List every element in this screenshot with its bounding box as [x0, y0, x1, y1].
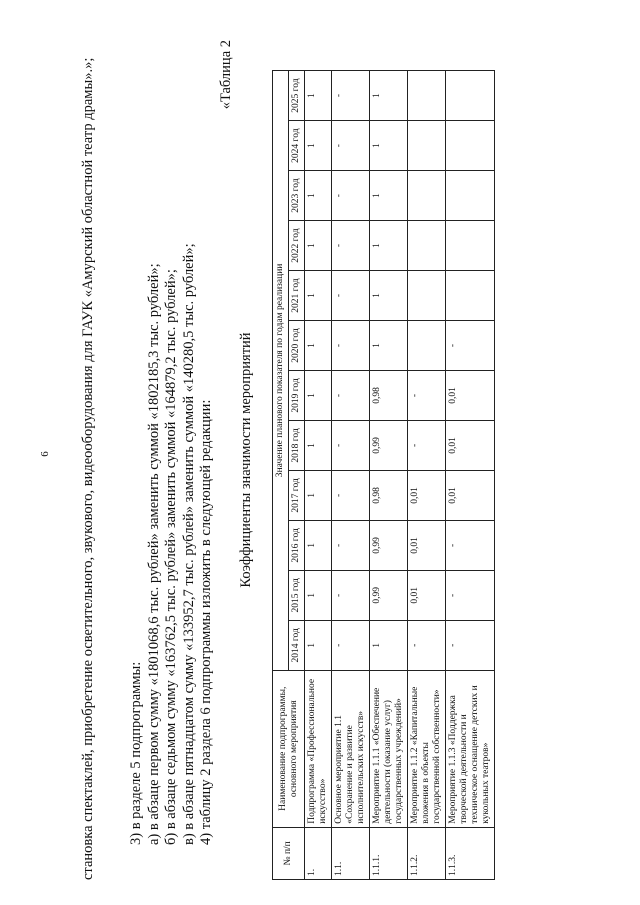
row-value: 1	[305, 71, 332, 121]
row-value: 1	[305, 121, 332, 171]
row-value: 1	[370, 620, 408, 670]
row-num: 1.	[305, 827, 332, 879]
row-value: 1	[370, 121, 408, 171]
row-name: Подпрограмма «Профессиональное искусство»	[305, 670, 332, 827]
row-value	[446, 171, 495, 221]
row-value	[408, 171, 446, 221]
row-num: 1.1.	[332, 827, 370, 879]
row-value: 0,98	[370, 470, 408, 520]
row-value: -	[408, 620, 446, 670]
header-year: 2019 год	[289, 370, 305, 420]
row-value: -	[408, 420, 446, 470]
row-value: 1	[305, 171, 332, 221]
row-value: 1	[305, 620, 332, 670]
row-value: 0,01	[408, 470, 446, 520]
row-value: -	[332, 121, 370, 171]
row-value: -	[332, 370, 370, 420]
intro-paragraph: становка спектаклей, приобретение осветительного, звукового, видеооборудования для ГАУК «Амурский областной театр драмы».»;	[80, 57, 96, 880]
row-value: 0,99	[370, 570, 408, 620]
header-year: 2025 год	[289, 71, 305, 121]
row-value	[446, 121, 495, 171]
row-num: 1.1.3.	[446, 827, 495, 879]
row-value: 1	[305, 271, 332, 321]
amendment-item: б) в абзаце седьмом сумму «163762,5 тыс. рублей» заменить суммой «164879,2 тыс. рублей»;	[163, 269, 180, 845]
header-num: № п/п	[273, 827, 305, 879]
row-value	[446, 221, 495, 271]
row-value: 1	[305, 570, 332, 620]
row-value: -	[408, 370, 446, 420]
header-name: Наименование подпрограммы, основного мероприятия	[273, 670, 305, 827]
table-row	[370, 71, 408, 880]
row-value: 1	[305, 221, 332, 271]
row-value: 0,01	[446, 470, 495, 520]
row-value: -	[332, 171, 370, 221]
amendment-item: в) в абзаце пятнадцатом сумму «133952,7 тыс. рублей» заменить суммой «140280,5 тыс. рублей»;	[180, 243, 197, 845]
row-value: 1	[305, 321, 332, 371]
row-value: 1	[370, 321, 408, 371]
row-value: -	[332, 71, 370, 121]
header-year: 2014 год	[289, 620, 305, 670]
row-value: -	[332, 271, 370, 321]
row-value: -	[332, 620, 370, 670]
header-year: 2018 год	[289, 420, 305, 470]
header-year: 2021 год	[289, 271, 305, 321]
row-value: 1	[305, 520, 332, 570]
row-value: -	[446, 520, 495, 570]
row-name: Мероприятие 1.1.1 «Обеспечение деятельности (оказание услуг) государственных учреждений»	[370, 670, 408, 827]
row-value	[446, 71, 495, 121]
row-value: -	[446, 620, 495, 670]
row-value: 0,01	[408, 570, 446, 620]
amendment-item: 4) таблицу 2 раздела 6 подпрограммы изложить в следующей редакции:	[198, 399, 215, 845]
row-value: 0,99	[370, 420, 408, 470]
amendment-list	[128, 45, 216, 845]
row-value: 1	[370, 221, 408, 271]
row-value: -	[446, 321, 495, 371]
row-num: 1.1.1.	[370, 827, 408, 879]
row-value: 0,01	[408, 520, 446, 570]
table-row	[408, 71, 446, 880]
row-name: Мероприятие 1.1.3 «Поддержка творческой деятельности и техническое оснащение детских и кукольных театров»	[446, 670, 495, 827]
row-value: 1	[370, 171, 408, 221]
row-name: Мероприятие 1.1.2 «Капитальные вложения в объекты государственной собственности»	[408, 670, 446, 827]
row-num: 1.1.2.	[408, 827, 446, 879]
header-year: 2017 год	[289, 470, 305, 520]
table-row	[446, 71, 495, 880]
row-value: -	[332, 570, 370, 620]
row-value	[408, 121, 446, 171]
row-value	[408, 321, 446, 371]
row-value: -	[446, 570, 495, 620]
rotated-content	[80, 40, 620, 880]
row-value: 0,01	[446, 370, 495, 420]
row-value	[408, 71, 446, 121]
header-year: 2024 год	[289, 121, 305, 171]
header-year: 2016 год	[289, 520, 305, 570]
amendment-item: а) в абзаце первом сумму «1801068,6 тыс. рублей» заменить суммой «1802185,3 тыс. рублей»;	[145, 263, 162, 845]
header-year: 2023 год	[289, 171, 305, 221]
row-name: Основное мероприятие 1.1 «Сохранение и развитие исполнительских искусств»	[332, 670, 370, 827]
coefficients-table	[272, 70, 495, 880]
table-label: «Таблица 2	[218, 40, 234, 110]
row-value: -	[332, 420, 370, 470]
page-number: 6	[38, 451, 51, 457]
row-value: 1	[370, 271, 408, 321]
row-value: 1	[305, 420, 332, 470]
header-group: Значение планового показателя по годам реализации	[273, 71, 289, 671]
row-value: 1	[370, 71, 408, 121]
row-value: -	[332, 520, 370, 570]
row-value: 0,99	[370, 520, 408, 570]
table-row	[332, 71, 370, 880]
row-value	[408, 221, 446, 271]
row-value	[446, 271, 495, 321]
amendment-item: 3) в разделе 5 подпрограммы:	[128, 661, 144, 845]
table-title: Коэффициенты значимости мероприятий	[238, 332, 254, 588]
row-value	[408, 271, 446, 321]
row-value: 0,01	[446, 420, 495, 470]
row-value: 1	[305, 470, 332, 520]
row-value: 1	[305, 370, 332, 420]
header-year: 2015 год	[289, 570, 305, 620]
header-year: 2020 год	[289, 321, 305, 371]
row-value: -	[332, 321, 370, 371]
row-value: -	[332, 221, 370, 271]
table-row	[305, 71, 332, 880]
header-year: 2022 год	[289, 221, 305, 271]
row-value: -	[332, 470, 370, 520]
row-value: 0,98	[370, 370, 408, 420]
